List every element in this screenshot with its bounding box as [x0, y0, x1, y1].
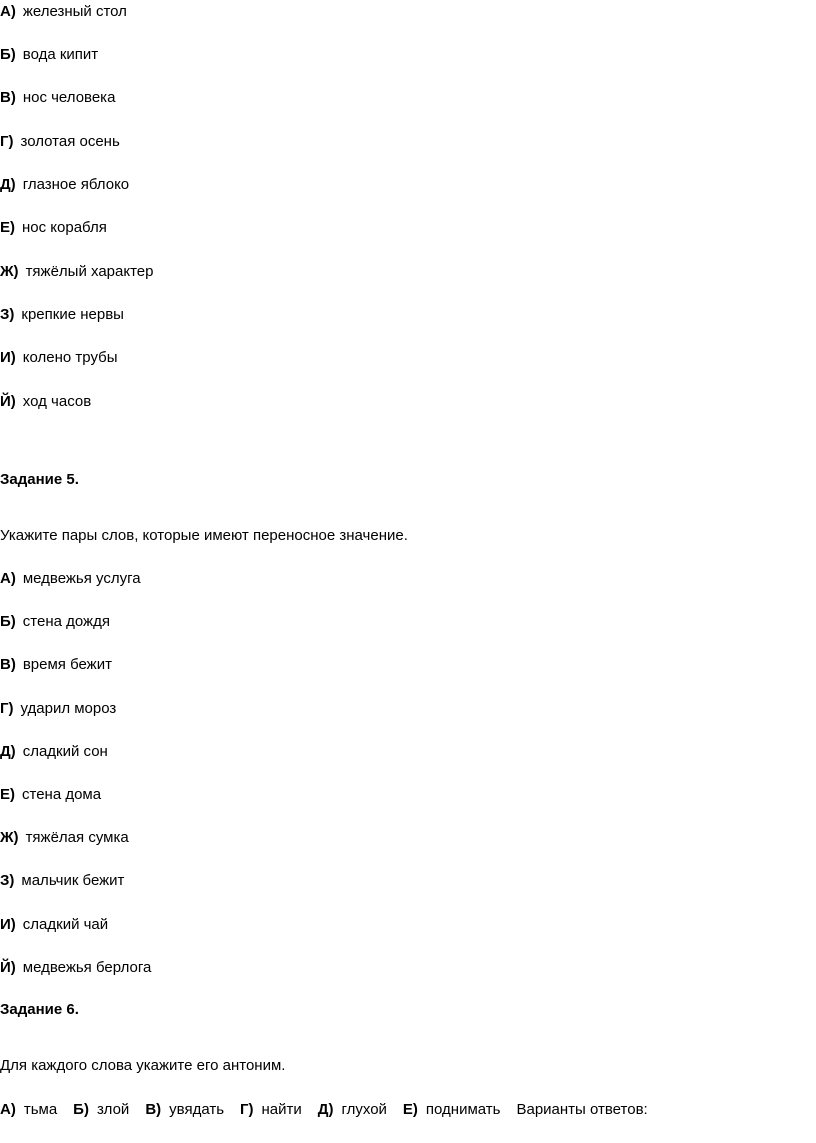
list-item	[0, 46, 98, 64]
item-text: золотая осень	[20, 133, 120, 150]
item-text: медвежья берлога	[22, 959, 152, 976]
item-letter: Д)	[317, 1101, 334, 1118]
item-text: нос корабля	[22, 219, 107, 236]
list-item	[0, 872, 124, 890]
item-text: колено трубы	[22, 349, 118, 366]
item-text: сладкий чай	[22, 916, 109, 933]
list-item	[0, 176, 129, 194]
answers-label: Варианты ответов:	[516, 1101, 648, 1118]
list-item	[0, 743, 108, 761]
item-text: мальчик бежит	[21, 872, 125, 889]
item-text: тьма	[23, 1101, 58, 1118]
item-text: вода кипит	[22, 46, 99, 63]
list-item	[0, 959, 151, 977]
item-letter: А)	[0, 3, 16, 20]
item-text: злой	[96, 1101, 130, 1118]
item-text: поднимать	[425, 1101, 501, 1118]
list-item	[0, 133, 120, 151]
antonym-item	[403, 1101, 501, 1118]
item-letter: А)	[0, 1101, 16, 1118]
task6-instruction: Для каждого слова укажите его антоним.	[0, 1057, 286, 1074]
item-text: стена дождя	[22, 613, 110, 630]
item-letter: Ж)	[0, 263, 19, 280]
item-letter: Д)	[0, 743, 16, 760]
item-text: увядать	[169, 1101, 225, 1118]
list-item	[0, 613, 110, 631]
item-letter: Г)	[0, 133, 14, 150]
item-text: нос человека	[22, 89, 116, 106]
list-item	[0, 219, 107, 237]
item-text: ход часов	[22, 393, 92, 410]
item-text: крепкие нервы	[21, 306, 124, 323]
antonym-item	[318, 1101, 387, 1118]
item-text: тяжёлая сумка	[25, 829, 129, 846]
item-text: глазное яблоко	[22, 176, 130, 193]
item-text: железный стол	[22, 3, 127, 20]
item-letter: В)	[0, 656, 16, 673]
item-letter: Й)	[0, 393, 16, 410]
item-text: тяжёлый характер	[25, 263, 154, 280]
item-text: медвежья услуга	[22, 570, 141, 587]
list-item	[0, 89, 115, 107]
item-letter: Д)	[0, 176, 16, 193]
item-letter: Е)	[0, 219, 15, 236]
item-text: время бежит	[22, 656, 112, 673]
list-item	[0, 349, 118, 367]
list-item	[0, 700, 116, 718]
antonym-item	[0, 1101, 57, 1118]
item-letter: В)	[0, 89, 16, 106]
antonym-row	[0, 1101, 648, 1119]
task5-title: Задание 5.	[0, 471, 79, 488]
item-letter: В)	[145, 1101, 162, 1118]
item-text: глухой	[341, 1101, 387, 1118]
item-letter: Б)	[73, 1101, 89, 1118]
item-letter: И)	[0, 916, 16, 933]
item-letter: Ж)	[0, 829, 19, 846]
list-item	[0, 786, 101, 804]
list-item	[0, 916, 108, 934]
item-text: найти	[261, 1101, 302, 1118]
item-letter: И)	[0, 349, 16, 366]
antonym-item	[240, 1101, 302, 1118]
list-item	[0, 306, 124, 324]
list-item	[0, 3, 127, 21]
item-text: ударил мороз	[20, 700, 117, 717]
item-letter: Б)	[0, 613, 16, 630]
list-item	[0, 656, 112, 674]
list-item	[0, 570, 141, 588]
antonym-item	[73, 1101, 129, 1118]
item-letter: Е)	[0, 786, 15, 803]
item-letter: Й)	[0, 959, 16, 976]
item-letter: З)	[0, 872, 15, 889]
item-letter: З)	[0, 306, 15, 323]
list-item	[0, 263, 154, 281]
antonym-item	[145, 1101, 224, 1118]
list-item	[0, 393, 91, 411]
item-letter: А)	[0, 570, 16, 587]
item-letter: Б)	[0, 46, 16, 63]
item-letter: Г)	[0, 700, 14, 717]
item-text: стена дома	[22, 786, 102, 803]
item-letter: Е)	[402, 1101, 418, 1118]
item-letter: Г)	[240, 1101, 254, 1118]
item-text: сладкий сон	[22, 743, 108, 760]
list-item	[0, 829, 129, 847]
task6-title: Задание 6.	[0, 1001, 79, 1018]
task5-instruction: Укажите пары слов, которые имеют переносное значение.	[0, 527, 408, 544]
